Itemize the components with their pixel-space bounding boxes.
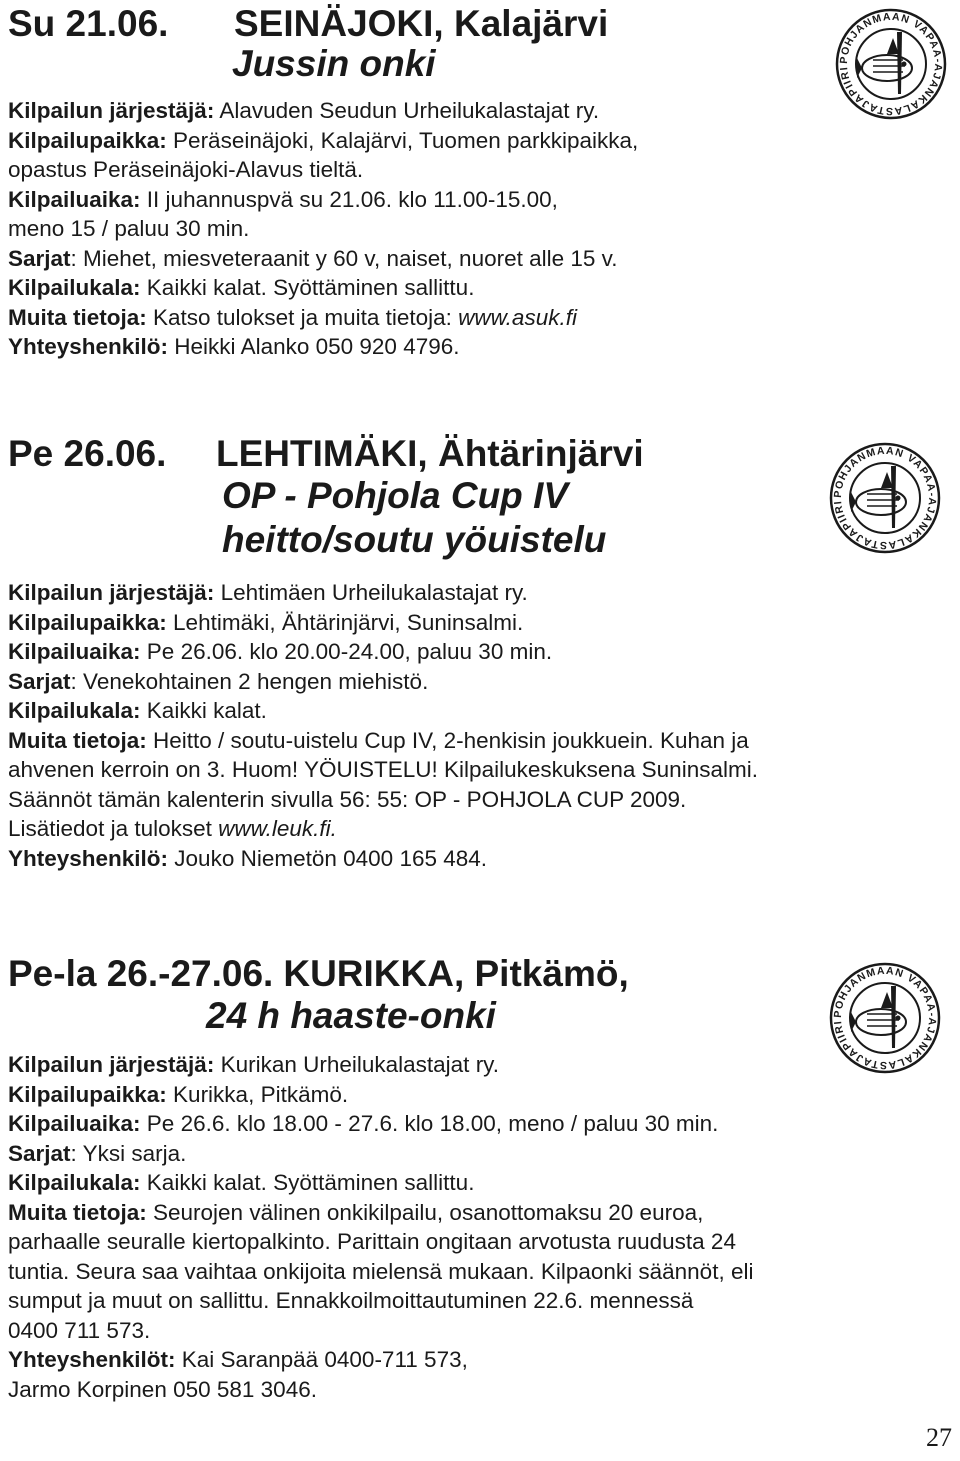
event-date: Pe-la 26.-27.06. [8, 953, 274, 994]
detail-line: meno 15 / paluu 30 min. [8, 216, 250, 241]
detail-line: tuntia. Seura saa vaihtaa onkijoita mielensä mukaan. Kilpaonki säännöt, eli [8, 1258, 754, 1284]
detail-line: Lisätiedot ja tulokset www.leuk.fi. [8, 816, 337, 841]
detail-line: Jarmo Korpinen 050 581 3046. [8, 1376, 317, 1402]
event-seinajoki [8, 4, 948, 362]
detail-line: Kilpailun järjestäjä: Alavuden Seudun Urheilukalastajat ry. [8, 98, 600, 123]
club-logo-emblem [826, 442, 944, 554]
detail-line: ahvenen kerroin on 3. Huom! YÖUISTELU! Kilpailukeskuksena Suninsalmi. [8, 757, 758, 782]
detail-line: Muita tietoja: Heitto / soutu-uistelu Cup IV, 2-henkisin joukkuein. Kuhan ja [8, 727, 749, 753]
event-place: SEINÄJOKI, Kalajärvi [234, 3, 609, 44]
event-kurikka [8, 954, 948, 1404]
detail-line: Kilpailuaika: Pe 26.06. klo 20.00-24.00, paluu 30 min. [8, 639, 553, 664]
club-logo-emblem [826, 962, 944, 1074]
fish-emblem-icon [826, 962, 944, 1074]
event-header [8, 434, 948, 474]
event-place: LEHTIMÄKI, Ähtärinjärvi [216, 433, 644, 474]
detail-line: Kilpailupaikka: Lehtimäki, Ähtärinjärvi, Suninsalmi. [8, 609, 524, 635]
event-lehtimaki [8, 434, 948, 873]
detail-line: Muita tietoja: Katso tulokset ja muita tietoja: www.asuk.fi [8, 304, 577, 330]
detail-line: parhaalle seuralle kiertopalkinto. Parittain ongitaan arvotusta ruudusta 24 [8, 1229, 736, 1254]
detail-line: Kilpailuaika: Pe 26.6. klo 18.00 - 27.6. klo 18.00, meno / paluu 30 min. [8, 1111, 719, 1136]
event-subtitle: 24 h haaste-onki [206, 995, 496, 1036]
detail-line: Kilpailuaika: II juhannuspvä su 21.06. klo 11.00-15.00, [8, 186, 558, 212]
page-number: 27 [926, 1423, 952, 1452]
event-details [8, 578, 948, 873]
detail-line: Kilpailun järjestäjä: Kurikan Urheilukalastajat ry. [8, 1052, 500, 1077]
fish-emblem-icon [832, 8, 950, 120]
event-header [8, 4, 948, 44]
detail-line: Säännöt tämän kalenterin sivulla 56: 55: OP - POHJOLA CUP 2009. [8, 786, 687, 812]
event-subtitle: Jussin onki [232, 43, 436, 84]
detail-line: Sarjat: Yksi sarja. [8, 1140, 187, 1166]
detail-line: sumput ja muut on sallittu. Ennakkoilmoittautuminen 22.6. mennessä [8, 1288, 694, 1313]
club-logo-emblem [832, 8, 950, 120]
detail-line: Yhteyshenkilöt: Kai Saranpää 0400-711 573, [8, 1347, 468, 1372]
detail-line: 0400 711 573. [8, 1317, 151, 1343]
event-header [8, 954, 948, 994]
website-link[interactable]: www.leuk.fi. [218, 816, 337, 841]
svg-text:POHJANMAAN VAPAA-AJANKALASTAJA: POHJANMAAN VAPAA-AJANKALASTAJAPIIRI [831, 444, 939, 552]
svg-text:POHJANMAAN VAPAA-AJANKALASTAJA: POHJANMAAN VAPAA-AJANKALASTAJAPIIRI [831, 964, 939, 1072]
detail-line: Kilpailukala: Kaikki kalat. [8, 698, 267, 723]
event-date: Pe 26.06. [8, 433, 167, 474]
fish-emblem-icon [826, 442, 944, 554]
event-place: KURIKKA, Pitkämö, [283, 953, 629, 994]
detail-line: opastus Peräseinäjoki-Alavus tieltä. [8, 157, 364, 182]
detail-line: Kilpailun järjestäjä: Lehtimäen Urheilukalastajat ry. [8, 580, 528, 605]
detail-line: Kilpailupaikka: Kurikka, Pitkämö. [8, 1081, 349, 1107]
detail-line: Muita tietoja: Seurojen välinen onkikilpailu, osanottomaksu 20 euroa, [8, 1199, 704, 1225]
svg-text:POHJANMAAN VAPAA-AJANKALASTAJA: POHJANMAAN VAPAA-AJANKALASTAJAPIIRI [837, 10, 945, 118]
detail-line: Yhteyshenkilö: Jouko Niemetön 0400 165 484. [8, 845, 488, 871]
detail-line: Sarjat: Miehet, miesveteraanit y 60 v, naiset, nuoret alle 15 v. [8, 245, 618, 271]
event-subtitle: heitto/soutu yöuistelu [222, 519, 607, 560]
detail-line: Kilpailukala: Kaikki kalat. Syöttäminen sallittu. [8, 1170, 475, 1195]
event-details [8, 1050, 948, 1404]
event-details [8, 96, 948, 362]
event-subtitle: OP - Pohjola Cup IV [222, 475, 569, 516]
detail-line: Sarjat: Venekohtainen 2 hengen miehistö. [8, 668, 429, 694]
website-link[interactable]: www.asuk.fi [458, 304, 577, 330]
detail-line: Kilpailukala: Kaikki kalat. Syöttäminen sallittu. [8, 275, 475, 300]
detail-line: Kilpailupaikka: Peräseinäjoki, Kalajärvi, Tuomen parkkipaikka, [8, 127, 639, 153]
event-date: Su 21.06. [8, 3, 169, 44]
detail-line: Yhteyshenkilö: Heikki Alanko 050 920 4796. [8, 334, 460, 359]
